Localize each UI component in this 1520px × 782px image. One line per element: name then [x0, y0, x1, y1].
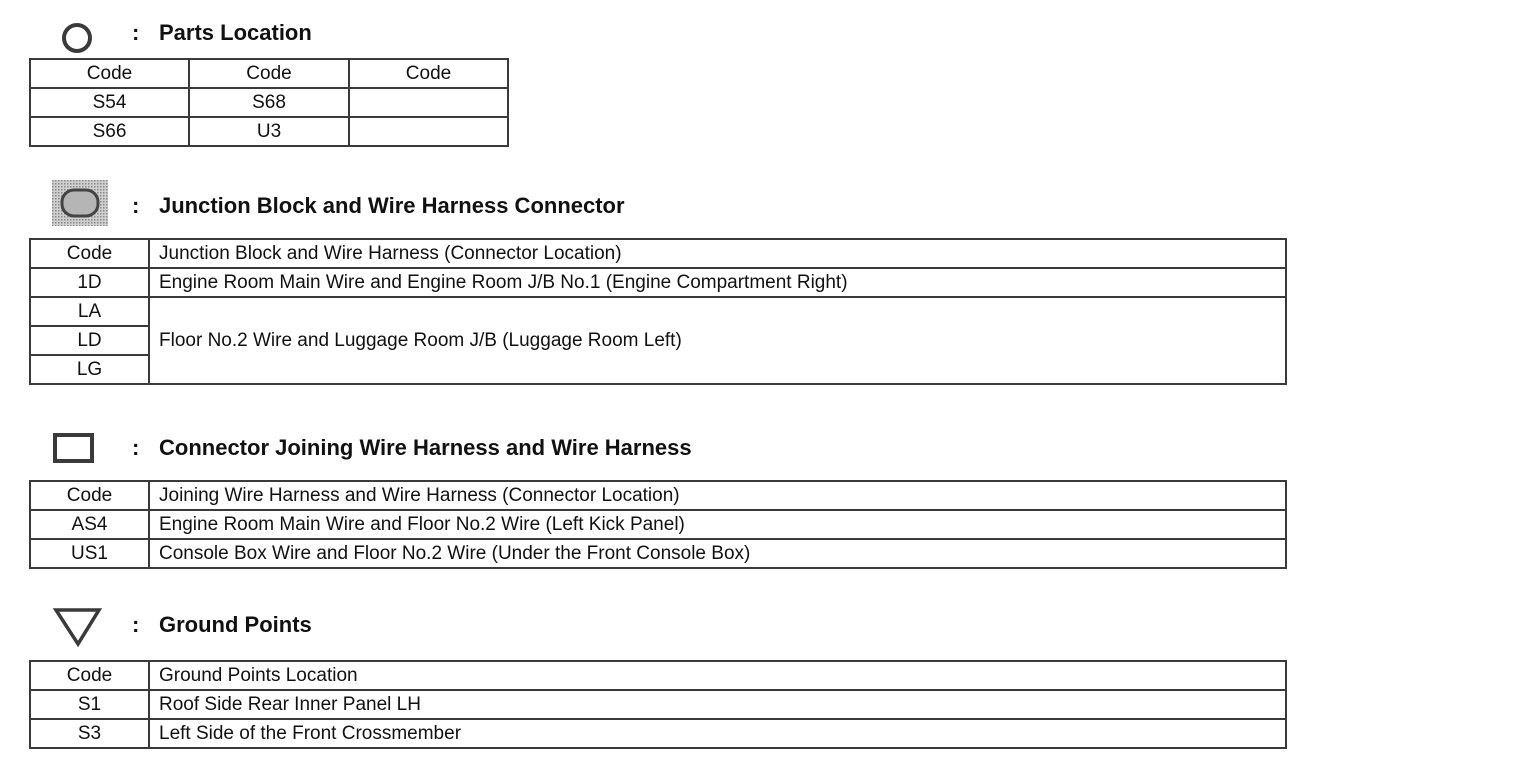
section-title: Connector Joining Wire Harness and Wire Harness [159, 435, 692, 460]
table-header-row [30, 239, 1286, 268]
header-cell: Code [30, 59, 189, 88]
description-cell: Left Side of the Front Crossmember [149, 719, 1286, 748]
table-header-row [30, 481, 1286, 510]
table-row [30, 117, 508, 146]
section-title: Ground Points [159, 612, 312, 637]
rectangle-icon [52, 432, 98, 468]
header-cell: Code [30, 481, 149, 510]
code-cell: S54 [30, 88, 189, 117]
code-cell: 1D [30, 268, 149, 297]
code-cell: US1 [30, 539, 149, 568]
section-title: Parts Location [159, 20, 312, 45]
table-row [30, 539, 1286, 568]
ground-points-table [29, 660, 1287, 749]
code-cell: LA [30, 297, 149, 326]
code-cell: AS4 [30, 510, 149, 539]
header-cell: Joining Wire Harness and Wire Harness (Connector Location) [149, 481, 1286, 510]
code-cell: U3 [189, 117, 349, 146]
colon: : [132, 193, 140, 218]
colon: : [132, 612, 140, 637]
table-row [30, 719, 1286, 748]
code-cell: S3 [30, 719, 149, 748]
junction-block-table [29, 238, 1287, 385]
connector-joining-table [29, 480, 1287, 569]
table-row [30, 690, 1286, 719]
colon: : [132, 20, 140, 45]
description-cell: Engine Room Main Wire and Engine Room J/B No.1 (Engine Compartment Right) [149, 268, 1286, 297]
description-cell: Engine Room Main Wire and Floor No.2 Wire (Left Kick Panel) [149, 510, 1286, 539]
code-cell: S68 [189, 88, 349, 117]
code-cell [349, 88, 508, 117]
code-cell [349, 117, 508, 146]
header-cell: Code [349, 59, 508, 88]
colon: : [132, 435, 140, 460]
header-cell: Ground Points Location [149, 661, 1286, 690]
description-cell: Console Box Wire and Floor No.2 Wire (Under the Front Console Box) [149, 539, 1286, 568]
description-cell: Floor No.2 Wire and Luggage Room J/B (Luggage Room Left) [149, 297, 1286, 384]
table-header-row [30, 661, 1286, 690]
header-cell: Junction Block and Wire Harness (Connector Location) [149, 239, 1286, 268]
header-cell: Code [189, 59, 349, 88]
table-header-row [30, 59, 508, 88]
code-cell: S1 [30, 690, 149, 719]
header-cell: Code [30, 661, 149, 690]
code-cell: LD [30, 326, 149, 355]
table-row [30, 297, 1286, 326]
circle-icon [58, 19, 98, 57]
code-cell: S66 [30, 117, 189, 146]
table-row [30, 510, 1286, 539]
header-cell: Code [30, 239, 149, 268]
parts-location-table [29, 58, 509, 147]
rounded-box-icon [52, 180, 112, 230]
code-cell: LG [30, 355, 149, 384]
section-title: Junction Block and Wire Harness Connector [159, 193, 625, 218]
description-cell: Roof Side Rear Inner Panel LH [149, 690, 1286, 719]
table-row [30, 88, 508, 117]
table-row [30, 268, 1286, 297]
triangle-down-icon [52, 606, 104, 650]
